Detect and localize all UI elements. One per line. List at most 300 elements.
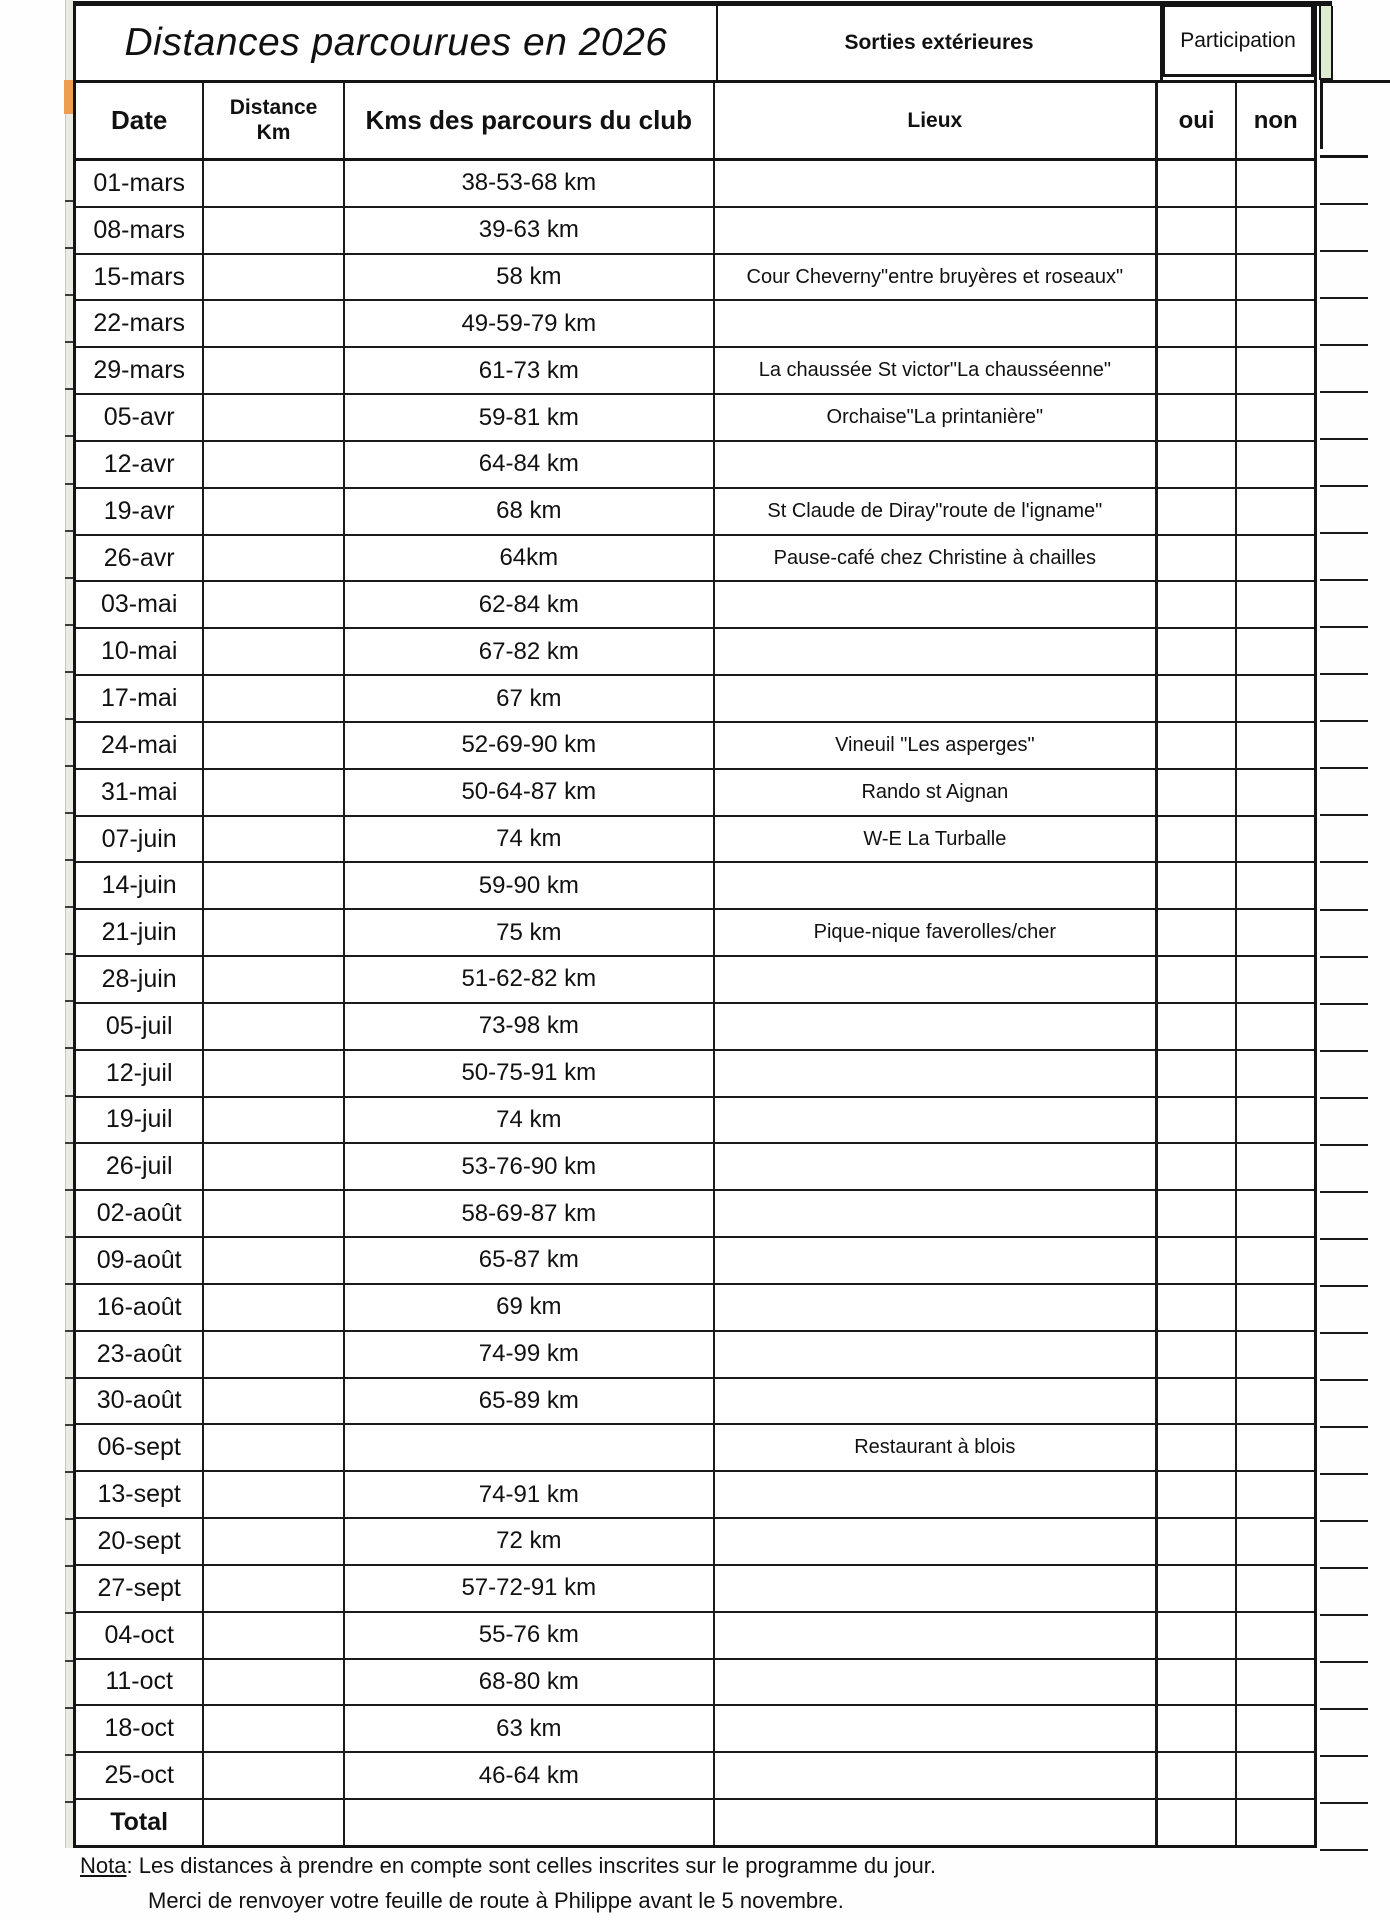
date-cell: 25-oct xyxy=(76,1753,204,1798)
club-kms-cell: 65-87 km xyxy=(345,1238,715,1283)
participation-non-cell xyxy=(1237,1285,1314,1330)
gridline xyxy=(1320,911,1368,958)
table-row xyxy=(76,957,1314,1004)
club-kms-cell: 74-99 km xyxy=(345,1332,715,1377)
gridline xyxy=(65,296,73,343)
distance-km-cell xyxy=(204,348,344,393)
participation-oui-cell xyxy=(1158,910,1238,955)
participation-non-cell xyxy=(1237,1051,1314,1096)
distance-km-cell xyxy=(204,489,344,534)
table-row xyxy=(76,1004,1314,1051)
date-cell: 22-mars xyxy=(76,301,204,346)
table-body xyxy=(76,161,1314,1845)
participation-non-cell xyxy=(1237,629,1314,674)
club-kms-cell: 49-59-79 km xyxy=(345,301,715,346)
distance-km-cell xyxy=(204,395,344,440)
participation-oui-cell xyxy=(1158,1144,1238,1189)
participation-oui-cell xyxy=(1158,629,1238,674)
total-row xyxy=(76,1800,1314,1845)
lieu-cell xyxy=(715,582,1158,627)
distance-km-cell xyxy=(204,1566,344,1611)
gridline xyxy=(65,202,73,249)
gridline xyxy=(65,1662,73,1709)
gridline xyxy=(1320,722,1368,769)
lieu-cell xyxy=(715,208,1158,253)
participation-header-wrap xyxy=(1163,6,1314,80)
gridline xyxy=(1320,769,1368,816)
distance-km-cell xyxy=(204,582,344,627)
participation-non-cell xyxy=(1237,1379,1314,1424)
table-row xyxy=(76,1379,1314,1426)
table-row xyxy=(76,1519,1314,1566)
gridline xyxy=(1320,1522,1368,1569)
participation-non-cell xyxy=(1237,723,1314,768)
club-kms-cell: 64km xyxy=(345,536,715,581)
table-row xyxy=(76,1706,1314,1753)
non-column-header: non xyxy=(1253,106,1298,134)
distances-table xyxy=(73,6,1317,1848)
date-cell: 09-août xyxy=(76,1238,204,1283)
gridline xyxy=(65,720,73,767)
participation-non-cell xyxy=(1237,957,1314,1002)
gridline xyxy=(65,1709,73,1756)
gridline xyxy=(65,1520,73,1567)
distance-km-cell xyxy=(204,910,344,955)
lieu-cell xyxy=(715,1051,1158,1096)
participation-oui-cell xyxy=(1158,1753,1238,1798)
distance-km-cell xyxy=(204,1191,344,1236)
date-cell: 12-juil xyxy=(76,1051,204,1096)
club-kms-cell: 68-80 km xyxy=(345,1660,715,1705)
distance-km-cell xyxy=(204,301,344,346)
nota-line1-text: : Les distances à prendre en compte sont celles inscrites sur le programme du jour. xyxy=(126,1853,936,1878)
participation-oui-cell xyxy=(1158,817,1238,862)
participation-oui-cell xyxy=(1158,1425,1238,1470)
date-cell: 30-août xyxy=(76,1379,204,1424)
table-row xyxy=(76,489,1314,536)
lieu-cell xyxy=(715,629,1158,674)
lieu-cell xyxy=(715,1191,1158,1236)
club-kms-cell: 50-75-91 km xyxy=(345,1051,715,1096)
participation-non-cell xyxy=(1237,442,1314,487)
cropped-cell-border xyxy=(1320,80,1390,149)
table-row xyxy=(76,442,1314,489)
distance-km-cell xyxy=(204,255,344,300)
participation-oui-cell xyxy=(1158,1191,1238,1236)
participation-oui-cell xyxy=(1158,1379,1238,1424)
distance-km-cell xyxy=(204,442,344,487)
total-club-kms-cell xyxy=(345,1800,715,1845)
date-cell: 08-mars xyxy=(76,208,204,253)
date-cell: 05-avr xyxy=(76,395,204,440)
club-kms-cell: 53-76-90 km xyxy=(345,1144,715,1189)
lieu-cell: W-E La Turballe xyxy=(715,817,1158,862)
date-cell: 04-oct xyxy=(76,1613,204,1658)
participation-non-cell xyxy=(1237,1472,1314,1517)
gridline xyxy=(1320,440,1368,487)
gridline xyxy=(1320,1099,1368,1146)
gridline xyxy=(65,1002,73,1049)
total-label-cell: Total xyxy=(76,1800,204,1845)
date-cell: 21-juin xyxy=(76,910,204,955)
distance-km-cell xyxy=(204,863,344,908)
participation-oui-cell xyxy=(1158,1098,1238,1143)
column-header-row xyxy=(76,83,1314,161)
participation-oui-cell xyxy=(1158,1566,1238,1611)
table-row xyxy=(76,1566,1314,1613)
participation-oui-cell xyxy=(1158,1706,1238,1751)
club-kms-cell: 72 km xyxy=(345,1519,715,1564)
club-kms-cell: 64-84 km xyxy=(345,442,715,487)
participation-non-cell xyxy=(1237,1425,1314,1470)
lieu-cell: St Claude de Diray"route de l'igname" xyxy=(715,489,1158,534)
participation-non-cell xyxy=(1237,817,1314,862)
table-row xyxy=(76,1753,1314,1800)
club-kms-cell: 57-72-91 km xyxy=(345,1566,715,1611)
table-row xyxy=(76,1472,1314,1519)
row-header-gridlines xyxy=(65,155,73,1848)
club-kms-cell: 58 km xyxy=(345,255,715,300)
distance-km-cell xyxy=(204,817,344,862)
lieu-cell: Restaurant à blois xyxy=(715,1425,1158,1470)
distance-km-cell xyxy=(204,1285,344,1330)
gridline xyxy=(1320,1616,1368,1663)
table-row xyxy=(76,1660,1314,1707)
participation-oui-cell xyxy=(1158,957,1238,1002)
lieu-cell xyxy=(715,1332,1158,1377)
date-cell: 03-mai xyxy=(76,582,204,627)
lieu-cell: Vineuil "Les asperges" xyxy=(715,723,1158,768)
gridline xyxy=(65,1144,73,1191)
club-kms-cell: 69 km xyxy=(345,1285,715,1330)
club-kms-cell: 62-84 km xyxy=(345,582,715,627)
table-row xyxy=(76,1144,1314,1191)
distance-header-line2: Km xyxy=(256,120,291,144)
table-row xyxy=(76,723,1314,770)
distance-km-cell xyxy=(204,770,344,815)
club-kms-cell: 52-69-90 km xyxy=(345,723,715,768)
gridline xyxy=(1320,252,1368,299)
club-kms-cell: 55-76 km xyxy=(345,1613,715,1658)
date-cell: 26-avr xyxy=(76,536,204,581)
participation-non-cell xyxy=(1237,1144,1314,1189)
date-cell: 01-mars xyxy=(76,161,204,206)
gridline xyxy=(65,485,73,532)
participation-non-cell xyxy=(1237,1613,1314,1658)
gridline xyxy=(65,1191,73,1238)
participation-non-cell xyxy=(1237,770,1314,815)
gridline xyxy=(1320,1428,1368,1475)
gridline xyxy=(65,532,73,579)
lieu-cell xyxy=(715,1004,1158,1049)
participation-oui-cell xyxy=(1158,676,1238,721)
participation-oui-cell xyxy=(1158,1332,1238,1377)
gridline xyxy=(65,155,73,202)
participation-non-cell xyxy=(1237,489,1314,534)
nota-label: Nota xyxy=(80,1853,127,1878)
gridline xyxy=(65,767,73,814)
table-row xyxy=(76,582,1314,629)
total-oui-cell xyxy=(1158,1800,1238,1845)
participation-non-cell xyxy=(1237,582,1314,627)
distance-km-cell xyxy=(204,536,344,581)
gridline xyxy=(1320,1663,1368,1710)
date-cell: 20-sept xyxy=(76,1519,204,1564)
gridline xyxy=(65,1614,73,1661)
participation-oui-cell xyxy=(1158,863,1238,908)
participation-non-cell xyxy=(1237,1238,1314,1283)
distance-km-cell xyxy=(204,1332,344,1377)
page-title: Distances parcourues en 2026 xyxy=(76,6,718,80)
table-row xyxy=(76,863,1314,910)
club-kms-cell: 67 km xyxy=(345,676,715,721)
gridline xyxy=(1320,1193,1368,1240)
lieu-cell xyxy=(715,1098,1158,1143)
gridline xyxy=(65,861,73,908)
gridline xyxy=(65,1285,73,1332)
gridline xyxy=(1320,158,1368,205)
green-highlight-cell xyxy=(1319,6,1333,80)
date-cell: 17-mai xyxy=(76,676,204,721)
participation-non-cell xyxy=(1237,1660,1314,1705)
club-kms-cell: 61-73 km xyxy=(345,348,715,393)
lieu-cell xyxy=(715,1379,1158,1424)
lieu-cell xyxy=(715,1566,1158,1611)
kms-club-column-header: Kms des parcours du club xyxy=(345,83,715,158)
table-row xyxy=(76,536,1314,583)
participation-non-cell xyxy=(1237,1332,1314,1377)
table-row xyxy=(76,1238,1314,1285)
club-kms-cell: 39-63 km xyxy=(345,208,715,253)
lieu-cell xyxy=(715,1519,1158,1564)
distance-km-cell xyxy=(204,1379,344,1424)
gridline xyxy=(65,343,73,390)
gridline xyxy=(65,437,73,484)
club-kms-cell: 73-98 km xyxy=(345,1004,715,1049)
club-kms-cell: 63 km xyxy=(345,1706,715,1751)
club-kms-cell: 38-53-68 km xyxy=(345,161,715,206)
gridline xyxy=(65,1332,73,1379)
date-cell: 10-mai xyxy=(76,629,204,674)
gridline xyxy=(1320,1804,1368,1851)
date-cell: 28-juin xyxy=(76,957,204,1002)
gridline xyxy=(1320,205,1368,252)
table-row xyxy=(76,1425,1314,1472)
distance-km-cell xyxy=(204,1706,344,1751)
gridline xyxy=(1320,299,1368,346)
distance-km-cell xyxy=(204,208,344,253)
gridline xyxy=(65,1803,73,1848)
participation-non-cell xyxy=(1237,1706,1314,1751)
table-row xyxy=(76,1332,1314,1379)
gridline xyxy=(65,814,73,861)
participation-non-cell xyxy=(1237,255,1314,300)
title-band xyxy=(76,6,1314,83)
table-row xyxy=(76,817,1314,864)
lieu-cell xyxy=(715,1613,1158,1658)
gridline xyxy=(1320,1757,1368,1804)
lieu-cell xyxy=(715,1660,1158,1705)
club-kms-cell: 74 km xyxy=(345,1098,715,1143)
distance-km-cell xyxy=(204,1144,344,1189)
lieu-cell: Cour Cheverny"entre bruyères et roseaux" xyxy=(715,255,1158,300)
distance-km-cell xyxy=(204,1238,344,1283)
gridline xyxy=(65,908,73,955)
gridline xyxy=(65,673,73,720)
distance-km-cell xyxy=(204,1753,344,1798)
gridline xyxy=(1320,1475,1368,1522)
total-distance-cell xyxy=(204,1800,344,1845)
table-row xyxy=(76,629,1314,676)
gridline xyxy=(1320,863,1368,910)
club-kms-cell: 67-82 km xyxy=(345,629,715,674)
gridline xyxy=(1320,1569,1368,1616)
lieu-cell xyxy=(715,957,1158,1002)
nota-line2: Merci de renvoyer votre feuille de route à Philippe avant le 5 novembre. xyxy=(148,1888,844,1913)
gridline xyxy=(65,1756,73,1803)
participation-non-cell xyxy=(1237,208,1314,253)
participation-oui-cell xyxy=(1158,395,1238,440)
club-kms-cell: 59-81 km xyxy=(345,395,715,440)
gridline xyxy=(1320,1005,1368,1052)
date-cell: 12-avr xyxy=(76,442,204,487)
participation-non-cell xyxy=(1237,1753,1314,1798)
distance-km-cell xyxy=(204,1425,344,1470)
date-cell: 29-mars xyxy=(76,348,204,393)
club-kms-cell: 50-64-87 km xyxy=(345,770,715,815)
gridline xyxy=(65,1473,73,1520)
distance-km-cell xyxy=(204,723,344,768)
date-column-header: Date xyxy=(76,83,204,158)
gridline xyxy=(65,1097,73,1144)
lieu-cell xyxy=(715,1238,1158,1283)
table-row xyxy=(76,208,1314,255)
date-cell: 18-oct xyxy=(76,1706,204,1751)
distance-km-cell xyxy=(204,1613,344,1658)
distance-km-cell xyxy=(204,1519,344,1564)
participation-oui-cell xyxy=(1158,582,1238,627)
date-cell: 19-avr xyxy=(76,489,204,534)
date-cell: 11-oct xyxy=(76,1660,204,1705)
table-row xyxy=(76,1285,1314,1332)
participation-oui-cell xyxy=(1158,255,1238,300)
gridline xyxy=(1320,1710,1368,1757)
gridline xyxy=(1320,1381,1368,1428)
date-cell: 26-juil xyxy=(76,1144,204,1189)
lieu-cell xyxy=(715,1753,1158,1798)
cropped-column-gridlines xyxy=(1320,155,1368,1851)
table-row xyxy=(76,348,1314,395)
date-cell: 16-août xyxy=(76,1285,204,1330)
participation-non-cell xyxy=(1237,348,1314,393)
distance-header-line1: Distance xyxy=(229,96,318,120)
club-kms-cell: 59-90 km xyxy=(345,863,715,908)
participation-oui-cell xyxy=(1158,348,1238,393)
gridline xyxy=(1320,581,1368,628)
gridline xyxy=(65,1567,73,1614)
participation-oui-cell xyxy=(1158,208,1238,253)
gridline xyxy=(65,955,73,1002)
participation-oui-cell xyxy=(1158,489,1238,534)
gridline xyxy=(65,1238,73,1285)
club-kms-cell: 68 km xyxy=(345,489,715,534)
gridline xyxy=(1320,1240,1368,1287)
gridline xyxy=(1320,346,1368,393)
participation-oui-cell xyxy=(1158,536,1238,581)
sorties-exterieures-header: Sorties extérieures xyxy=(718,6,1163,80)
total-non-cell xyxy=(1237,1800,1314,1845)
distance-km-column-header xyxy=(204,83,344,158)
gridline xyxy=(1320,534,1368,581)
participation-oui-cell xyxy=(1158,770,1238,815)
lieu-cell xyxy=(715,676,1158,721)
date-cell: 13-sept xyxy=(76,1472,204,1517)
lieu-cell xyxy=(715,863,1158,908)
date-cell: 31-mai xyxy=(76,770,204,815)
gridline xyxy=(65,579,73,626)
participation-non-cell xyxy=(1237,1566,1314,1611)
gridline xyxy=(1320,816,1368,863)
participation-oui-cell xyxy=(1158,1660,1238,1705)
club-kms-cell: 46-64 km xyxy=(345,1753,715,1798)
distance-km-cell xyxy=(204,161,344,206)
date-cell: 07-juin xyxy=(76,817,204,862)
participation-oui-cell xyxy=(1158,1519,1238,1564)
lieu-cell xyxy=(715,1285,1158,1330)
lieu-cell: Orchaise"La printanière" xyxy=(715,395,1158,440)
oui-column-header: oui xyxy=(1158,83,1238,158)
gridline xyxy=(1320,1334,1368,1381)
gridline xyxy=(65,249,73,296)
gridline xyxy=(65,1049,73,1096)
gridline xyxy=(65,390,73,437)
club-kms-cell xyxy=(345,1425,715,1470)
participation-oui-cell xyxy=(1158,442,1238,487)
participation-oui-cell xyxy=(1158,1238,1238,1283)
participation-oui-cell xyxy=(1158,1051,1238,1096)
lieu-cell: La chaussée St victor"La chausséenne" xyxy=(715,348,1158,393)
date-cell: 24-mai xyxy=(76,723,204,768)
lieux-column-header: Lieux xyxy=(715,83,1158,158)
date-cell: 06-sept xyxy=(76,1425,204,1470)
date-cell: 19-juil xyxy=(76,1098,204,1143)
lieu-cell xyxy=(715,1706,1158,1751)
gridline xyxy=(1320,675,1368,722)
date-cell: 15-mars xyxy=(76,255,204,300)
date-cell: 27-sept xyxy=(76,1566,204,1611)
date-cell: 05-juil xyxy=(76,1004,204,1049)
lieu-cell xyxy=(715,161,1158,206)
participation-non-cell xyxy=(1237,1191,1314,1236)
total-lieu-cell xyxy=(715,1800,1158,1845)
table-row xyxy=(76,770,1314,817)
participation-oui-cell xyxy=(1158,723,1238,768)
club-kms-cell: 74 km xyxy=(345,817,715,862)
gridline xyxy=(1320,487,1368,534)
table-row xyxy=(76,1613,1314,1660)
lieu-cell xyxy=(715,1144,1158,1189)
gridline xyxy=(65,1379,73,1426)
participation-non-cell xyxy=(1237,1519,1314,1564)
participation-oui-cell xyxy=(1158,1613,1238,1658)
club-kms-cell: 74-91 km xyxy=(345,1472,715,1517)
participation-non-cell xyxy=(1237,1004,1314,1049)
lieu-cell xyxy=(715,301,1158,346)
gridline xyxy=(1320,628,1368,675)
participation-non-cell xyxy=(1237,301,1314,346)
gridline xyxy=(1320,393,1368,440)
club-kms-cell: 58-69-87 km xyxy=(345,1191,715,1236)
